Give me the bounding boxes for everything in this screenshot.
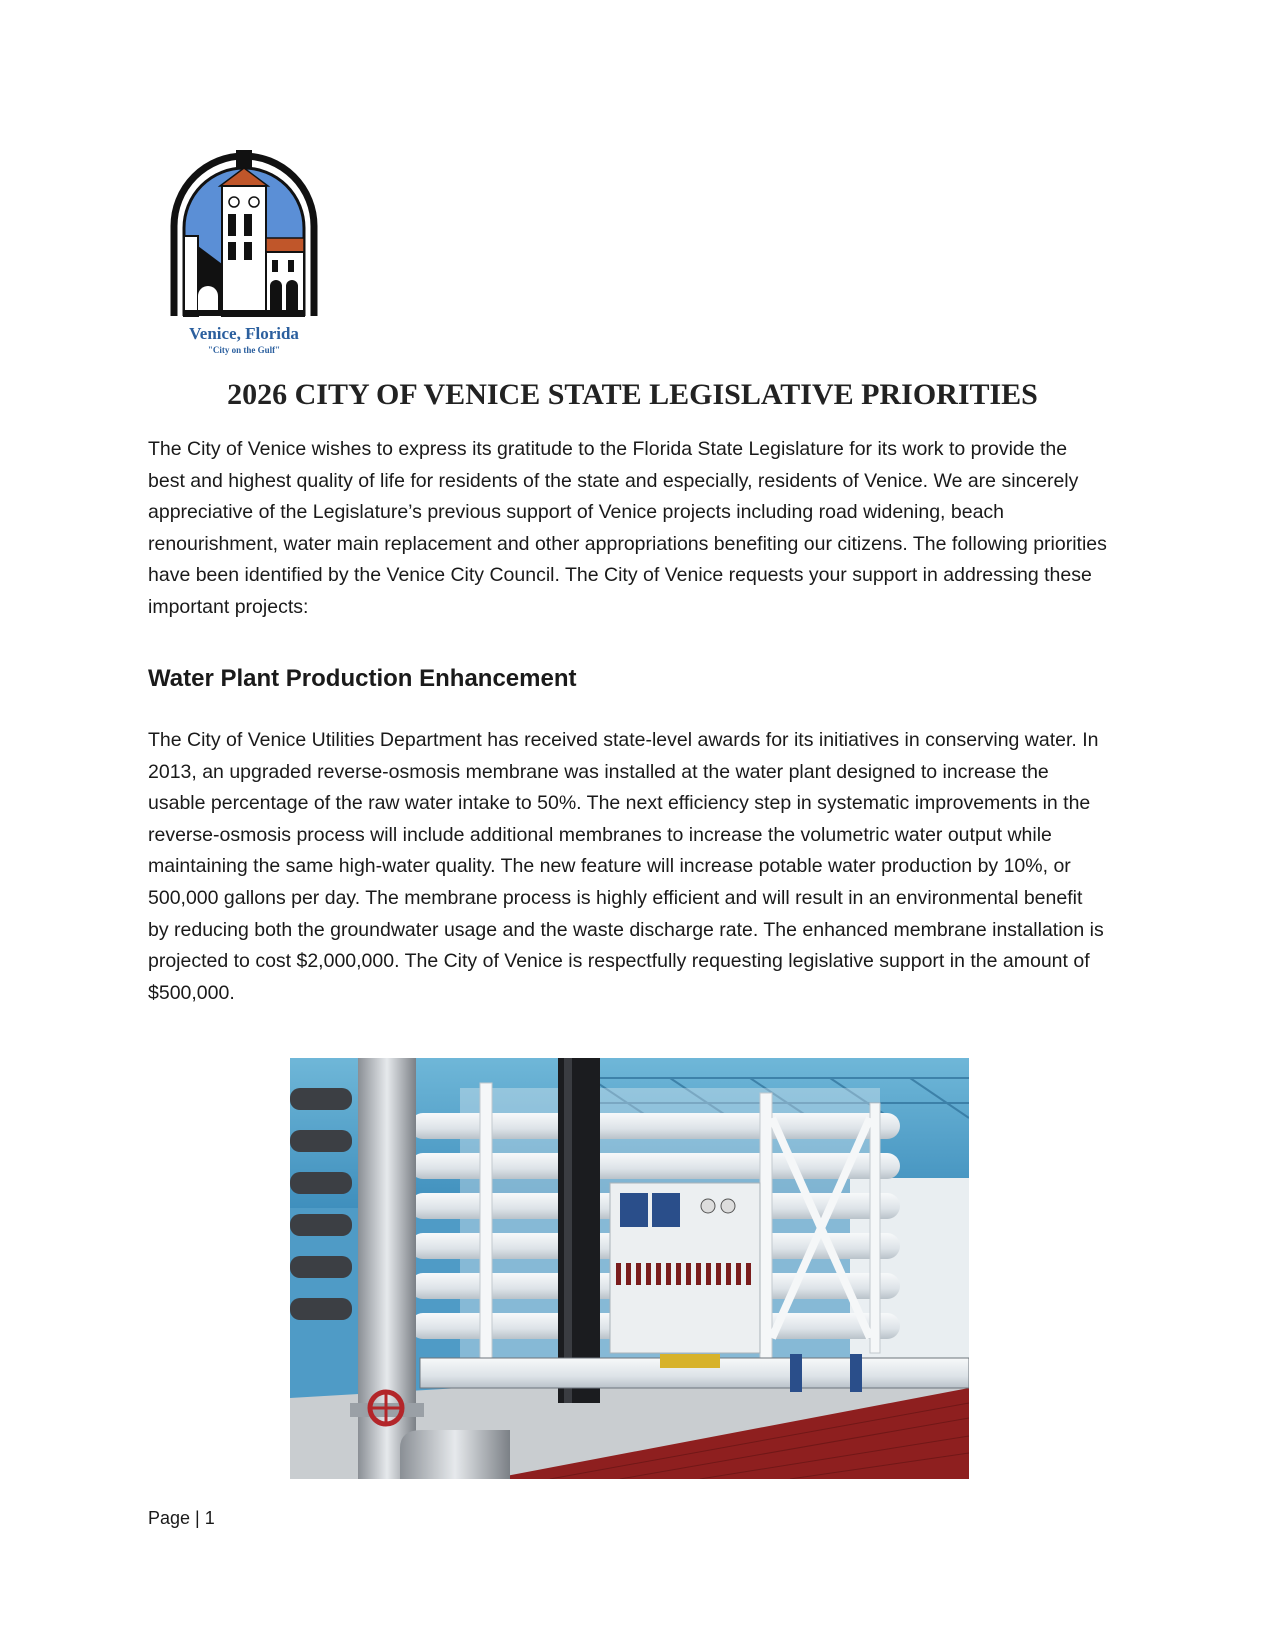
- city-logo: [148, 146, 340, 358]
- reverse-osmosis-equipment-image: [290, 1058, 969, 1479]
- water-plant-photo: [290, 1058, 969, 1479]
- logo-tagline: "City on the Gulf": [207, 345, 281, 355]
- page-number: Page | 1: [148, 1508, 215, 1528]
- section-paragraph: The City of Venice Utilities Department has received state-level awards for its initiatives in conserving water. In 2013, an upgraded reverse-osmosis membrane was installed at the water plant designed to increase the usable percentage of the raw water intake to 50%. The next efficiency step in systematic improvements in the reverse-osmosis process will include additional membranes to increase the volumetric water output while maintaining the same high-water quality. The new feature will increase potable water production by 10%, or 500,000 gallons per day. The membrane process is highly efficient and will result in an environmental benefit by reducing both the groundwater usage and the waste discharge rate. The enhanced membrane installation is projected to cost $2,000,000. The City of Venice is respectfully requesting legislative support in the amount of $500,000.: [148, 729, 1104, 1004]
- clock-tower-emblem-icon: [148, 146, 340, 326]
- document-title: 2026 CITY OF VENICE STATE LEGISLATIVE PRIORITIES: [227, 378, 1038, 411]
- section-heading: Water Plant Production Enhancement: [148, 665, 577, 692]
- intro-paragraph: The City of Venice wishes to express its gratitude to the Florida State Legislature for its work to provide the best and highest quality of life for residents of the state and especially, residents of Venice. We are sincerely appreciative of the Legislature’s previous support of Venice projects including road widening, beach renourishment, water main replacement and other appropriations benefiting our citizens. The following priorities have been identified by the Venice City Council. The City of Venice requests your support in addressing these important projects:: [148, 438, 1107, 618]
- logo-city-name: Venice, Florida: [189, 324, 299, 343]
